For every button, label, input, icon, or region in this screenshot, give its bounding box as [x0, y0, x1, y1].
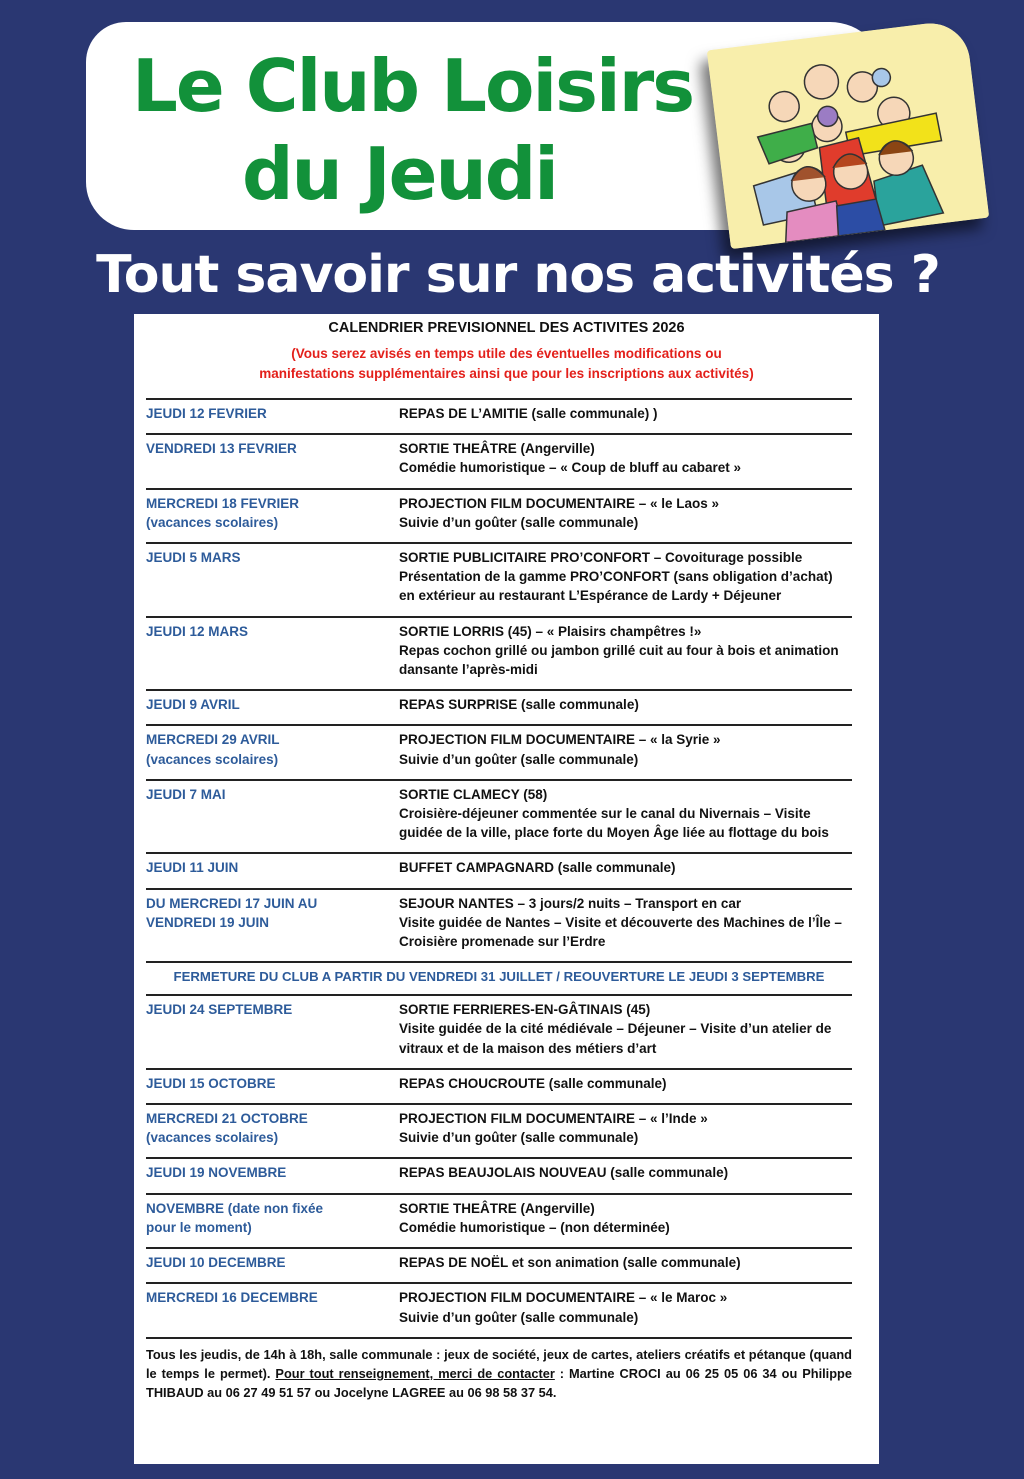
- event-date: [146, 894, 399, 952]
- event-description: [399, 785, 852, 843]
- event-date: [146, 622, 399, 680]
- event-row: [146, 852, 852, 887]
- event-title: REPAS DE L’AMITIE (salle communale) ): [399, 406, 658, 421]
- event-row: [146, 616, 852, 690]
- calendar-title: CALENDRIER PREVISIONNEL DES ACTIVITES 2026: [328, 320, 685, 336]
- event-description: [399, 1163, 852, 1182]
- event-date-line: MERCREDI 16 DECEMBRE: [146, 1290, 318, 1306]
- event-detail: Visite guidée de Nantes – Visite et découverte des Machines de l’Île –: [399, 914, 842, 930]
- event-row: [146, 1193, 852, 1247]
- event-detail: vitraux et de la maison des métiers d’art: [399, 1040, 657, 1056]
- event-detail: guidée de la ville, place forte du Moyen Âge liée au flottage du bois: [399, 825, 829, 841]
- event-description: [399, 1253, 852, 1272]
- event-row: [146, 689, 852, 724]
- event-row: [146, 1157, 852, 1192]
- event-date-line: JEUDI 10 DECEMBRE: [146, 1255, 286, 1271]
- event-date-line: NOVEMBRE (date non fixée: [146, 1200, 324, 1216]
- event-row: [146, 779, 852, 853]
- event-row: [146, 542, 852, 616]
- event-date-line: VENDREDI 13 FEVRIER: [146, 441, 297, 457]
- event-detail: Comédie humoristique – (non déterminée): [399, 1219, 670, 1235]
- event-date-line: MERCREDI 18 FEVRIER: [146, 495, 300, 511]
- event-description: [399, 695, 852, 714]
- event-title: SORTIE THEÂTRE (Angerville): [399, 1200, 595, 1216]
- event-date-line: JEUDI 19 NOVEMBRE: [146, 1165, 287, 1181]
- event-date-line: JEUDI 7 MAI: [146, 786, 226, 802]
- event-description: [399, 1074, 852, 1093]
- event-title: SEJOUR NANTES – 3 jours/2 nuits – Transport en car: [399, 895, 742, 911]
- event-date-line: JEUDI 15 OCTOBRE: [146, 1075, 276, 1091]
- event-row: [146, 1068, 852, 1103]
- cheering-people-icon: [707, 19, 989, 249]
- event-description: [399, 1288, 852, 1326]
- footer-info: [146, 1337, 852, 1403]
- event-date: [146, 439, 399, 477]
- event-date: [146, 1000, 399, 1058]
- event-date: [146, 404, 399, 423]
- event-title: PROJECTION FILM DOCUMENTAIRE – « la Syrie »: [399, 732, 721, 748]
- event-detail: Croisière promenade sur l’Erdre: [399, 934, 606, 950]
- event-description: [399, 858, 852, 877]
- event-title: SORTIE CLAMECY (58): [399, 786, 548, 802]
- event-date-line: DU MERCREDI 17 JUIN AU: [146, 895, 318, 911]
- event-date: [146, 1288, 399, 1326]
- event-date: [146, 1074, 399, 1093]
- event-title: SORTIE FERRIERES-EN-GÂTINAIS (45): [399, 1002, 651, 1018]
- event-date-line: (vacances scolaires): [146, 514, 279, 530]
- event-date-line: JEUDI 5 MARS: [146, 550, 241, 566]
- event-detail: dansante l’après-midi: [399, 662, 538, 678]
- event-date: [146, 1109, 399, 1147]
- event-title: REPAS SURPRISE (salle communale): [399, 697, 639, 713]
- club-title-line2: du Jeudi: [242, 132, 557, 216]
- event-row: [146, 1103, 852, 1157]
- event-detail: Présentation de la gamme PRO’CONFORT (sans obligation d’achat): [399, 569, 833, 585]
- page-subtitle: Tout savoir sur nos activités ?: [96, 245, 940, 305]
- event-description: [399, 1000, 852, 1058]
- event-detail: Suivie d’un goûter (salle communale): [399, 751, 639, 767]
- event-date-line: JEUDI 9 AVRIL: [146, 697, 240, 713]
- event-row: [146, 1247, 852, 1282]
- event-detail: Suivie d’un goûter (salle communale): [399, 514, 639, 530]
- event-title: PROJECTION FILM DOCUMENTAIRE – « l’Inde »: [399, 1111, 708, 1127]
- events-list: [146, 398, 852, 1402]
- event-title: SORTIE LORRIS (45) – « Plaisirs champêtres !»: [399, 623, 702, 639]
- calendar-sheet: [134, 314, 879, 1464]
- event-description: [399, 1199, 852, 1237]
- event-title: PROJECTION FILM DOCUMENTAIRE – « le Laos »: [399, 495, 720, 511]
- event-row: [146, 1282, 852, 1336]
- event-date: [146, 730, 399, 768]
- event-row: [146, 433, 852, 487]
- event-detail: Comédie humoristique – « Coup de bluff au cabaret »: [399, 460, 742, 476]
- event-date-line: VENDREDI 19 JUIN: [146, 914, 270, 930]
- event-detail: Visite guidée de la cité médiévale – Déjeuner – Visite d’un atelier de: [399, 1021, 832, 1037]
- seniors-illustration: [707, 19, 989, 249]
- calendar-note: [134, 344, 879, 384]
- event-detail: Suivie d’un goûter (salle communale): [399, 1130, 639, 1146]
- event-date-line: JEUDI 12 MARS: [146, 623, 249, 639]
- event-description: [399, 439, 852, 477]
- event-description: [399, 548, 852, 606]
- event-date-line: MERCREDI 21 OCTOBRE: [146, 1111, 308, 1127]
- event-detail: Repas cochon grillé ou jambon grillé cuit au four à bois et animation: [399, 642, 839, 658]
- event-description: [399, 622, 852, 680]
- event-date: [146, 548, 399, 606]
- event-detail: Suivie d’un goûter (salle communale): [399, 1309, 639, 1325]
- event-row: [146, 488, 852, 542]
- event-description: [399, 730, 852, 768]
- event-date-line: (vacances scolaires): [146, 1130, 279, 1146]
- event-title: SORTIE PUBLICITAIRE PRO’CONFORT – Covoiturage possible: [399, 550, 803, 566]
- event-date-line: MERCREDI 29 AVRIL: [146, 732, 280, 748]
- footer-contacts: : Martine CROCI au 06 25 05 06 34 ou Philippe THIBAUD au 06 27 49 51 57 ou Jocelyne LAGREE au 06 98 58 37 54.: [146, 1365, 852, 1401]
- event-description: [399, 1109, 852, 1147]
- event-date: [146, 494, 399, 532]
- event-row: [146, 398, 852, 433]
- event-date-line: (vacances scolaires): [146, 751, 279, 767]
- event-detail: Croisière-déjeuner commentée sur le canal du Nivernais – Visite: [399, 806, 811, 822]
- event-date: [146, 1163, 399, 1182]
- event-title: REPAS BEAUJOLAIS NOUVEAU (salle communale): [399, 1165, 729, 1181]
- event-row: [146, 994, 852, 1068]
- event-title: PROJECTION FILM DOCUMENTAIRE – « le Maroc »: [399, 1290, 728, 1306]
- event-date: [146, 858, 399, 877]
- event-date-line: JEUDI 11 JUIN: [146, 860, 239, 876]
- contact-link[interactable]: Pour tout renseignement, merci de contacter: [275, 1365, 555, 1381]
- event-row: [146, 888, 852, 962]
- event-date: [146, 785, 399, 843]
- calendar-note-line2: manifestations supplémentaires ainsi que pour les inscriptions aux activités): [259, 366, 754, 381]
- event-description: [399, 404, 852, 423]
- event-row: [146, 724, 852, 778]
- closure-notice: FERMETURE DU CLUB A PARTIR DU VENDREDI 31 JUILLET / REOUVERTURE LE JEUDI 3 SEPTEMBRE: [146, 961, 852, 994]
- event-date-line: JEUDI 12 FEVRIER: [146, 406, 267, 421]
- footer-text: Tous les jeudis, de 14h à 18h, salle communale : jeux de société, jeux de cartes, ateliers créatifs et pétanque (quand le temps le permet).: [146, 1346, 852, 1381]
- event-detail: en extérieur au restaurant L’Espérance de Lardy + Déjeuner: [399, 588, 782, 604]
- event-date: [146, 695, 399, 714]
- event-title: SORTIE THEÂTRE (Angerville): [399, 441, 595, 457]
- event-title: REPAS CHOUCROUTE (salle communale): [399, 1075, 667, 1091]
- event-title: REPAS DE NOËL et son animation (salle communale): [399, 1255, 741, 1271]
- event-description: [399, 894, 852, 952]
- calendar-note-line1: (Vous serez avisés en temps utile des éventuelles modifications ou: [291, 346, 722, 361]
- event-date-line: JEUDI 24 SEPTEMBRE: [146, 1002, 293, 1018]
- event-date: [146, 1253, 399, 1272]
- event-description: [399, 494, 852, 532]
- event-title: BUFFET CAMPAGNARD (salle communale): [399, 860, 676, 876]
- club-title-line1: Le Club Loisirs: [132, 44, 694, 128]
- event-date: [146, 1199, 399, 1237]
- event-date-line: pour le moment): [146, 1219, 252, 1235]
